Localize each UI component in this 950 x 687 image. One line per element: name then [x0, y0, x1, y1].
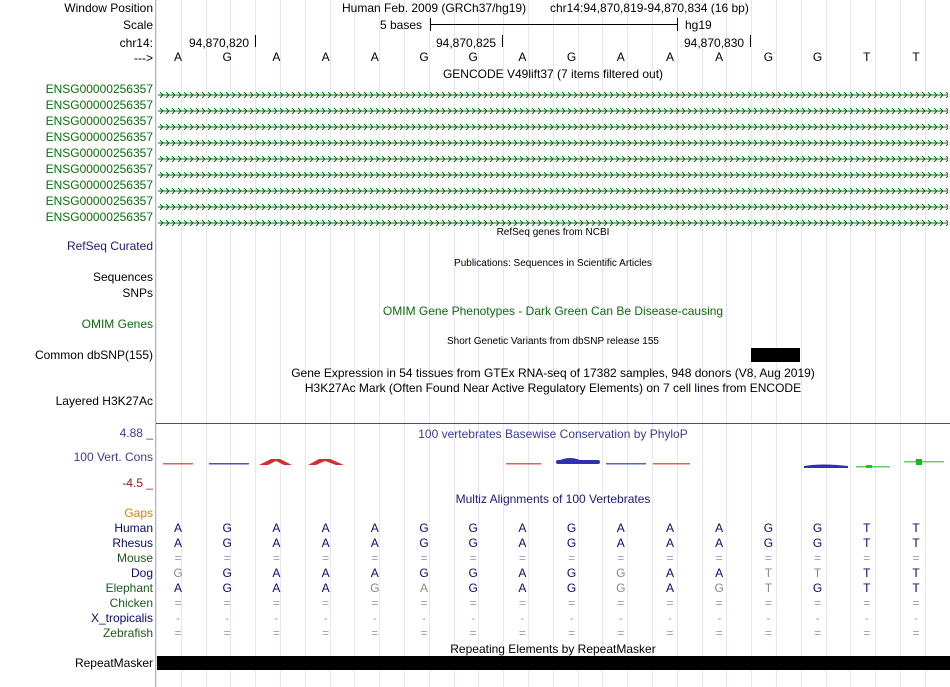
gene-label[interactable]: ENSG00000256357 [45, 130, 153, 144]
common-dbsnp-track-label[interactable]: Common dbSNP(155) [34, 348, 153, 362]
dbsnp-track-title[interactable]: Short Genetic Variants from dbSNP release 155 [447, 336, 659, 347]
alignment-base: - [323, 611, 328, 625]
alignment-base: T [912, 521, 920, 535]
alignment-base: = [764, 551, 772, 565]
gene-feature-row[interactable] [158, 167, 948, 171]
alignment-base: A [173, 521, 182, 535]
species-label[interactable]: Chicken [109, 596, 153, 610]
alignment-base: = [518, 551, 526, 565]
species-label[interactable]: Rhesus [112, 536, 153, 550]
gencode-track-title[interactable]: GENCODE V49lift37 (7 items filtered out) [442, 67, 664, 81]
gene-label[interactable]: ENSG00000256357 [45, 178, 153, 192]
alignment-base: G [566, 521, 577, 535]
gene-label[interactable]: ENSG00000256357 [45, 162, 153, 176]
alignment-base: = [617, 551, 625, 565]
alignment-base: = [518, 626, 526, 640]
alignment-base: = [420, 596, 428, 610]
phylop-mark [904, 461, 944, 463]
phylop-mark [556, 460, 600, 464]
alignment-base: = [912, 551, 920, 565]
alignment-base: = [863, 596, 871, 610]
gene-label[interactable]: ENSG00000256357 [45, 82, 153, 96]
alignment-base: A [715, 521, 724, 535]
alignment-base: G [173, 566, 183, 580]
alignment-base: = [174, 596, 182, 610]
gene-label[interactable]: ENSG00000256357 [45, 210, 153, 224]
alignment-base: A [665, 521, 674, 535]
alignment-base: = [223, 596, 231, 610]
alignment-base: - [176, 611, 180, 625]
alignment-base: = [518, 596, 526, 610]
alignment-base: T [764, 581, 773, 595]
window-position-label: Window Position [64, 1, 153, 15]
h3k27ac-baseline [156, 423, 950, 424]
gene-strand-arrows [158, 188, 948, 194]
alignment-base: A [370, 566, 379, 580]
alignment-base: = [814, 596, 822, 610]
alignment-base: G [468, 581, 478, 595]
scale-label: Scale [122, 18, 153, 32]
phylop-mark [653, 463, 690, 465]
alignment-base: = [420, 626, 428, 640]
alignment-base: A [173, 536, 182, 550]
phylop-mark [308, 459, 344, 465]
coord-tick-2 [502, 35, 503, 47]
alignment-base: = [469, 551, 477, 565]
alignment-base: G [468, 521, 478, 535]
gene-strand-arrows [158, 220, 948, 226]
alignment-base: A [518, 581, 527, 595]
alignment-base: = [371, 551, 379, 565]
alignment-base: - [864, 611, 869, 625]
reference-base: A [370, 50, 379, 64]
layered-h3k27ac-track-label[interactable]: Layered H3K27Ac [55, 394, 153, 408]
alignment-base: T [912, 566, 920, 580]
gene-strand-arrows [158, 204, 948, 210]
coord-label-1: 94,870,820 [189, 36, 250, 50]
species-label[interactable]: Mouse [116, 551, 153, 565]
repeatmasker-block[interactable] [157, 656, 950, 670]
reference-base: G [419, 50, 429, 64]
gene-strand-arrows [158, 172, 948, 178]
chrom-label: chr14: [119, 36, 153, 50]
alignment-base: T [912, 581, 920, 595]
species-label[interactable]: Elephant [105, 581, 153, 595]
alignment-base: = [568, 551, 576, 565]
reference-base: A [616, 50, 625, 64]
phylop-mark [866, 465, 872, 468]
gene-strand-arrows [158, 156, 948, 162]
reference-base: G [812, 50, 823, 64]
snps-track-label[interactable]: SNPs [122, 286, 153, 300]
alignment-base: A [616, 536, 625, 550]
alignment-base: - [520, 611, 525, 625]
gene-strand-arrows [158, 108, 948, 114]
gene-strand-arrows [158, 140, 948, 146]
phylop-conservation-plot [156, 440, 950, 485]
gene-feature-row[interactable] [158, 199, 948, 203]
cons-track-label[interactable]: 100 Vert. Cons [73, 450, 153, 464]
gene-strand-arrows [158, 124, 948, 130]
alignment-base: = [617, 596, 625, 610]
reference-base: A [321, 50, 330, 64]
phylop-mark [209, 463, 249, 465]
alignment-base: = [715, 626, 723, 640]
alignment-base: A [715, 566, 724, 580]
reference-base: G [566, 50, 577, 64]
alignment-base: A [518, 566, 527, 580]
alignment-base: = [322, 551, 330, 565]
alignment-base: = [272, 596, 280, 610]
gtex-track-title[interactable]: Gene Expression in 54 tissues from GTEx RNA-seq of 17382 samples, 948 donors (V8, Aug 2019) [291, 366, 815, 380]
coord-tick-3 [750, 35, 751, 47]
alignment-base: A [419, 581, 428, 595]
alignment-base: = [863, 551, 871, 565]
alignment-base: = [420, 551, 428, 565]
alignment-base: = [223, 551, 231, 565]
strand-arrow-label[interactable]: ---> [134, 51, 153, 65]
phylop-mark [804, 465, 848, 469]
alignment-base: T [863, 566, 871, 580]
alignment-base: A [272, 536, 281, 550]
alignment-base: G [566, 581, 577, 595]
phylop-mark [163, 463, 193, 465]
gene-feature-row[interactable] [158, 215, 948, 219]
alignment-base: G [566, 566, 577, 580]
omim-track-label[interactable]: OMIM Genes [81, 317, 153, 331]
alignment-base: = [666, 626, 674, 640]
alignment-base: A [321, 536, 330, 550]
alignment-base: = [814, 551, 822, 565]
alignment-base: T [764, 566, 773, 580]
alignment-base: A [518, 521, 527, 535]
reference-base: A [715, 50, 724, 64]
alignment-base: = [912, 596, 920, 610]
multiz-track-title[interactable]: Multiz Alignments of 100 Vertebrates [455, 492, 651, 506]
reference-base: G [468, 50, 478, 64]
alignment-base: - [717, 611, 722, 625]
alignment-base: T [863, 581, 871, 595]
cons-min-label: -4.5 _ [122, 476, 153, 490]
alignment-base: - [569, 611, 574, 625]
alignment-base: G [419, 536, 429, 550]
alignment-base: G [566, 536, 577, 550]
scale-bar-right-cap [677, 18, 678, 31]
publications-track-title[interactable]: Publications: Sequences in Scientific Articles [454, 258, 652, 269]
alignment-base: = [469, 596, 477, 610]
phylop-mark [259, 459, 292, 465]
alignment-base: = [715, 551, 723, 565]
gene-feature-row[interactable] [158, 183, 948, 187]
alignment-base: = [223, 626, 231, 640]
alignment-base: G [714, 581, 724, 595]
species-label[interactable]: Dog [130, 566, 153, 580]
alignment-base: - [372, 611, 377, 625]
scale-text: 5 bases [380, 18, 423, 32]
gene-label[interactable]: ENSG00000256357 [45, 194, 153, 208]
repeatmasker-track-title[interactable]: Repeating Elements by RepeatMasker [450, 642, 656, 656]
alignment-base: = [371, 626, 379, 640]
alignment-base: G [812, 521, 823, 535]
alignment-base: A [321, 581, 330, 595]
alignment-base: - [668, 611, 672, 625]
alignment-base: = [912, 626, 920, 640]
reference-base: A [272, 50, 281, 64]
alignment-base: A [272, 566, 281, 580]
alignment-base: G [812, 536, 823, 550]
gene-strand-arrows [158, 92, 948, 98]
alignment-base: = [371, 596, 379, 610]
alignment-base: G [468, 536, 478, 550]
alignment-base: G [616, 566, 626, 580]
alignment-base: - [766, 611, 771, 625]
alignment-base: A [665, 536, 674, 550]
omim-track-title[interactable]: OMIM Gene Phenotypes - Dark Green Can Be Disease-causing [382, 304, 724, 318]
alignment-base: A [665, 566, 674, 580]
species-label[interactable]: Human [114, 521, 153, 535]
phylop-mark [506, 463, 541, 465]
alignment-base: = [568, 626, 576, 640]
alignment-base: = [863, 626, 871, 640]
reference-base: A [665, 50, 674, 64]
alignment-base: - [815, 611, 820, 625]
gene-feature-row[interactable] [158, 151, 948, 155]
alignment-base: G [812, 581, 823, 595]
reference-base: G [222, 50, 232, 64]
h3k27ac-track-title[interactable]: H3K27Ac Mark (Often Found Near Active Regulatory Elements) on 7 cell lines from ENCODE [304, 381, 802, 395]
reference-base: G [763, 50, 774, 64]
gene-feature-row[interactable] [158, 135, 948, 139]
alignment-base: A [370, 521, 379, 535]
alignment-base: G [222, 566, 232, 580]
species-label[interactable]: Zebrafish [102, 626, 153, 640]
alignment-base: A [616, 521, 625, 535]
alignment-base: G [222, 536, 232, 550]
alignment-base: A [173, 581, 182, 595]
assembly-title: Human Feb. 2009 (GRCh37/hg19) [342, 1, 527, 15]
coord-label-2: 94,870,825 [436, 36, 497, 50]
refseq-track-label[interactable]: RefSeq Curated [66, 239, 153, 253]
alignment-base: = [272, 626, 280, 640]
alignment-base: G [468, 566, 478, 580]
gene-label[interactable]: ENSG00000256357 [45, 98, 153, 112]
dbsnp-variant-block[interactable] [751, 348, 800, 362]
phylop-marks [163, 458, 944, 468]
alignment-base: = [568, 596, 576, 610]
gaps-label[interactable]: Gaps [124, 506, 153, 520]
alignment-base: - [422, 611, 426, 625]
alignment-base: T [863, 521, 871, 535]
refseq-track-title[interactable]: RefSeq genes from NCBI [496, 227, 610, 238]
alignment-base: A [518, 536, 527, 550]
alignment-base: A [370, 536, 379, 550]
repeatmasker-track-label[interactable]: RepeatMasker [74, 656, 153, 670]
phylop-mark [606, 463, 646, 465]
alignment-base: = [814, 626, 822, 640]
alignment-base: = [715, 596, 723, 610]
phylop-mark [856, 466, 890, 468]
species-label[interactable]: X_tropicalis [90, 611, 153, 625]
alignment-base: - [225, 611, 230, 625]
alignment-base: - [471, 611, 476, 625]
alignment-base: T [813, 566, 822, 580]
gene-label[interactable]: ENSG00000256357 [45, 114, 153, 128]
alignment-base: - [274, 611, 279, 625]
gene-feature-row[interactable] [158, 103, 948, 107]
gene-feature-row[interactable] [158, 87, 948, 91]
scale-db: hg19 [685, 18, 712, 32]
gene-feature-row[interactable] [158, 119, 948, 123]
alignment-base: = [617, 626, 625, 640]
reference-base: A [173, 50, 182, 64]
window-position-value: chr14:94,870,819-94,870,834 (16 bp) [550, 1, 749, 15]
alignment-base: = [666, 551, 674, 565]
alignment-base: = [272, 551, 280, 565]
alignment-base: G [763, 521, 774, 535]
reference-base: T [863, 50, 871, 64]
alignment-base: = [174, 626, 182, 640]
alignment-base: G [222, 581, 232, 595]
cons-max-label: 4.88 _ [119, 426, 153, 440]
scale-bar-left-cap [430, 18, 431, 31]
alignment-base: G [419, 566, 429, 580]
alignment-base: G [370, 581, 380, 595]
alignment-base: G [222, 521, 232, 535]
alignment-base: A [272, 521, 281, 535]
alignment-base: - [618, 611, 623, 625]
coord-label-3: 94,870,830 [684, 36, 745, 50]
reference-base: T [912, 50, 920, 64]
alignment-base: = [322, 626, 330, 640]
alignment-base: G [616, 581, 626, 595]
alignment-base: = [666, 596, 674, 610]
alignment-base: = [764, 626, 772, 640]
alignment-base: G [419, 521, 429, 535]
sequences-track-label[interactable]: Sequences [92, 270, 153, 284]
alignment-base: A [715, 536, 724, 550]
scale-bar [430, 24, 677, 25]
phylop-mark [916, 459, 922, 465]
alignment-base: = [322, 596, 330, 610]
alignment-base: G [763, 536, 774, 550]
alignment-base: A [321, 521, 330, 535]
coord-tick-1 [255, 35, 256, 47]
alignment-base: A [321, 566, 330, 580]
alignment-base: - [914, 611, 918, 625]
phylop-track-title[interactable]: 100 vertebrates Basewise Conservation by PhyloP [418, 427, 688, 441]
alignment-base: = [469, 626, 477, 640]
alignment-base: A [272, 581, 281, 595]
gene-label[interactable]: ENSG00000256357 [45, 146, 153, 160]
reference-base: A [518, 50, 527, 64]
alignment-base: = [764, 596, 772, 610]
alignment-base: = [174, 551, 182, 565]
alignment-base: T [912, 536, 920, 550]
alignment-base: T [863, 536, 871, 550]
alignment-base: A [665, 581, 674, 595]
